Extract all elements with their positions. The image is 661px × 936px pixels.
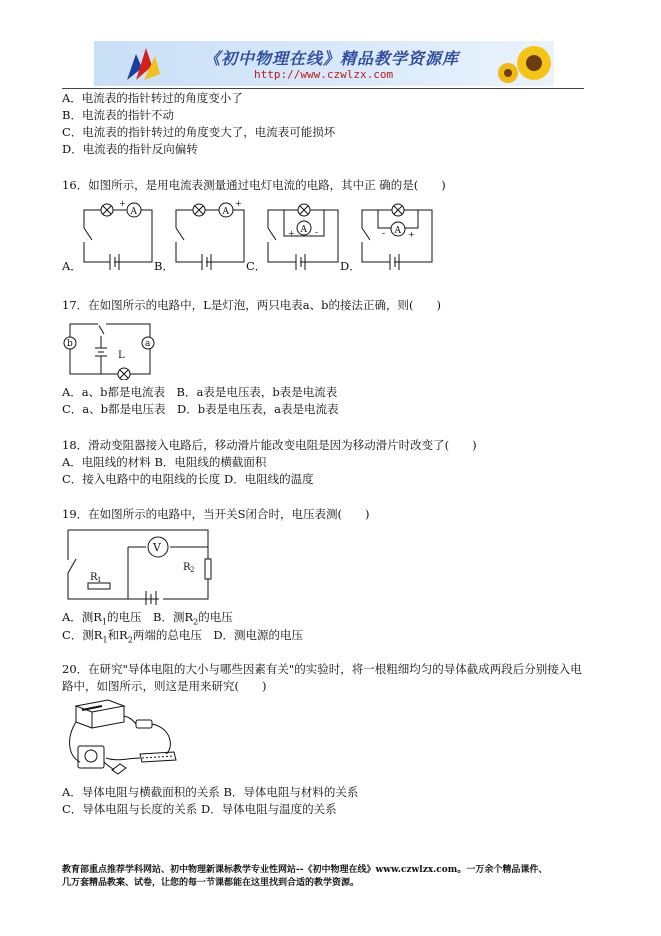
site-logo-icon [122,44,162,84]
q16-label-c: C． [246,259,267,273]
q16-label-b: B． [154,259,174,273]
svg-text:-: - [315,228,319,238]
lamp-l-label: L [118,350,125,361]
r1-sub-label: 1 [97,576,102,584]
experiment-apparatus-icon [62,698,182,776]
header-url[interactable]: http://www.czwlzx.com [254,68,394,81]
circuit-c-icon [268,204,338,270]
q16-label-a: A． [62,259,82,273]
circuit-a-icon [84,199,152,270]
svg-text:A: A [300,225,307,235]
header-title: 《初中物理在线》精品教学资源库 [204,49,460,68]
meter-a-label: a [145,339,151,349]
q19-stem: 19．在如图所示的电路中，当开关S闭合时，电压表测( ) [62,507,370,521]
meter-b-label: b [67,339,73,349]
q16-stem: 16．如图所示，是用电流表测量通过电灯电流的电路，其中正 确的是( ) [62,178,446,192]
q19-figure [62,525,222,605]
q18-stem: 18．滑动变阻器接入电路后，移动滑片能改变电阻是因为移动滑片时改变了( ) [62,438,477,452]
q15-option-c: C．电流表的指针转过的角度变大了，电流表可能损坏 [62,125,336,139]
q20-stem-line2: 路中，如图所示，则这是用来研究( ) [62,679,267,693]
circuit-b-icon [176,199,244,270]
q18-options-line1: A．电阻线的材料 B．电阻线的横截面积 [62,455,267,469]
svg-text:+: + [119,199,126,208]
q16-label-d: D． [340,259,361,273]
q19-options-line2: C．测$R_1$和$R_2$两端的总电压 D．测电源的电压 [62,628,304,645]
svg-text:A: A [222,207,229,217]
sunflower-icon [494,41,554,86]
q17-stem: 17．在如图所示的电路中，L是灯泡，两只电表a、b的接法正确，则( ) [62,298,441,312]
header-rule [62,88,584,89]
svg-text:+: + [235,199,242,208]
q17-options-line1: A．a、b都是电流表 B．a表是电压表，b表是电流表 [62,385,338,399]
r2-label: R [183,562,191,573]
footer-line2: 几万套精品教案、试卷，让您的每一节课都能在这里找到合适的教学资源。 [62,878,360,888]
q15-option-b: B．电流表的指针不动 [62,108,174,122]
q15-option-a: A．电流表的指针转过的角度变小了 [62,91,243,105]
footer-line1: 教育部重点推荐学科网站、初中物理新课标教学专业性网站--《初中物理在线》www.czwlzx.com。一万余个精品课件、 [62,865,548,875]
q20-stem-line1: 20．在研究"导体电阻的大小与哪些因素有关"的实验时，将一根粗细均匀的导体截成两段后分别接入电 [62,662,582,676]
voltmeter-v-label: V [153,541,161,554]
svg-text:+: + [288,229,295,238]
svg-text:-: - [382,229,386,239]
svg-text:A: A [394,226,401,236]
svg-text:+: + [408,230,415,239]
q17-options-line2: C．a、b都是电压表 D．b表是电压表，a表是电流表 [62,402,339,416]
r2-sub-label: 2 [190,566,195,574]
q20-figure [62,698,182,776]
q19-options-line1: A．测$R_1$的电压 B．测$R_2$的电压 [62,610,233,627]
q17-figure [62,318,162,380]
circuit-d-icon [362,204,432,270]
header-banner [94,41,554,86]
q15-option-d: D．电流表的指针反向偏转 [62,142,198,156]
r1-label: R [90,572,98,583]
q20-options-line2: C．导体电阻与长度的关系 D．导体电阻与温度的关系 [62,802,337,816]
q20-options-line1: A．导体电阻与横截面积的关系 B．导体电阻与材料的关系 [62,785,359,799]
svg-text:A: A [130,207,137,217]
q18-options-line2: C．接入电路中的电阻线的长度 D．电阻线的温度 [62,472,314,486]
